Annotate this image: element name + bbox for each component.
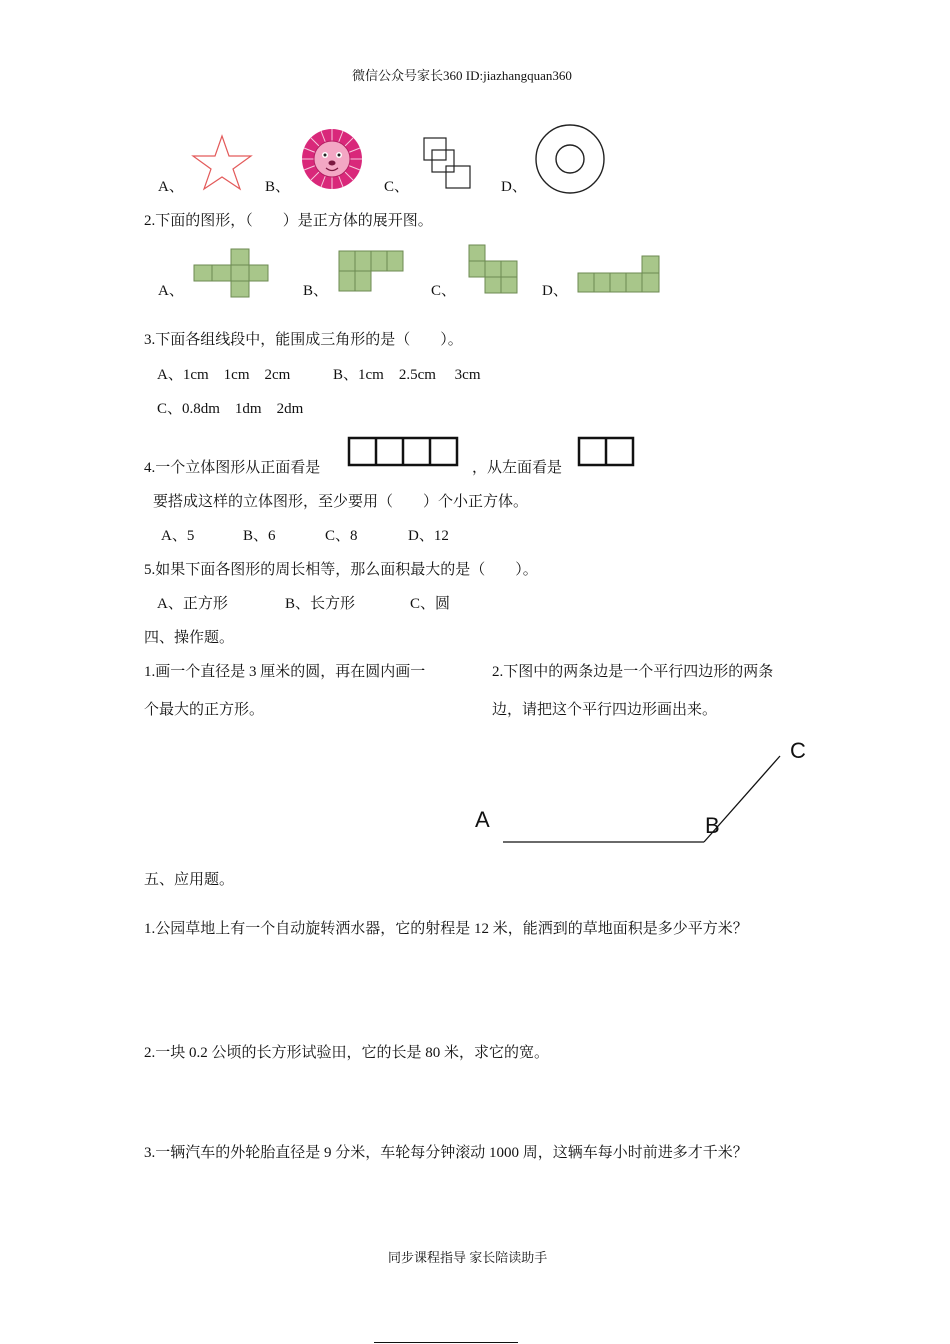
- q5-option-c: C、圆: [410, 596, 451, 612]
- q2-option-c-label: C、: [431, 283, 457, 299]
- overlapping-squares-figure: [420, 136, 474, 192]
- page-footer: 同步课程指导 家长陪读助手: [388, 1250, 548, 1265]
- q4-option-c: C、8: [325, 528, 358, 544]
- point-b-label: B: [705, 813, 720, 838]
- star-figure: [190, 133, 254, 191]
- q5-option-b: B、长方形: [285, 596, 356, 612]
- q3-stem: 3.下面各组线段中，能围成三角形的是（ ）。: [144, 332, 463, 348]
- section5-q3: 3.一辆汽车的外轮胎直径是 9 分米，车轮每分钟滚动 1000 周，这辆车每小时前进多才千米？: [144, 1145, 748, 1161]
- lion-face-figure: [301, 128, 363, 190]
- section4-q1-line1: 1.画一个直径是 3 厘米的圆，再在圆内画一: [144, 664, 426, 680]
- q3-option-c: C、0.8dm 1dm 2dm: [157, 401, 304, 417]
- point-c-label: C: [790, 738, 806, 763]
- section5-q1: 1.公园草地上有一个自动旋转洒水器，它的射程是 12 米，能洒到的草地面积是多少平方米？: [144, 921, 748, 937]
- parallelogram-sides-figure: [470, 736, 820, 851]
- cube-net-a: [193, 248, 271, 298]
- section5-q2: 2.一块 0.2 公顷的长方形试验田，它的长是 80 米，求它的宽。: [144, 1045, 550, 1061]
- section4-q2-line1: 2.下图中的两条边是一个平行四边形的两条: [492, 664, 774, 680]
- q5-stem: 5.如果下面各图形的周长相等，那么面积最大的是（ ）。: [144, 562, 538, 578]
- cube-net-c: [467, 244, 519, 296]
- left-view-figure: [577, 436, 635, 468]
- concentric-circles-figure: [534, 123, 606, 195]
- q4-stem-front: 4.一个立体图形从正面看是: [144, 460, 321, 476]
- q4-stem-left: ，从左面看是: [472, 460, 563, 476]
- q1-option-b-label: B、: [265, 179, 291, 195]
- q4-option-d: D、12: [408, 528, 449, 544]
- front-view-figure: [347, 436, 459, 468]
- page-header: 微信公众号家长360 ID:jiazhangquan360: [352, 68, 572, 83]
- q1-option-a-label: A、: [158, 179, 184, 195]
- footer-rule: [374, 1342, 518, 1343]
- q2-stem: 2.下面的图形，（ ）是正方体的展开图。: [144, 213, 433, 229]
- q3-option-b: B、1cm 2.5cm 3cm: [333, 367, 481, 383]
- q5-option-a: A、正方形: [157, 596, 228, 612]
- q4-option-a: A、5: [161, 528, 195, 544]
- cube-net-d: [577, 254, 661, 294]
- cube-net-b: [338, 250, 406, 294]
- q4-stem-line2: 要搭成这样的立体图形，至少要用（ ）个小正方体。: [153, 494, 529, 510]
- q1-option-c-label: C、: [384, 179, 410, 195]
- q2-option-d-label: D、: [542, 283, 568, 299]
- section4-q2-line2: 边，请把这个平行四边形画出来。: [492, 702, 718, 718]
- q2-option-b-label: B、: [303, 283, 329, 299]
- q1-option-d-label: D、: [501, 179, 527, 195]
- q2-option-a-label: A、: [158, 283, 184, 299]
- section4-title: 四、操作题。: [144, 630, 235, 646]
- section5-title: 五、应用题。: [144, 872, 235, 888]
- point-a-label: A: [475, 807, 490, 832]
- q3-option-a: A、1cm 1cm 2cm: [157, 367, 291, 383]
- section4-q1-line2: 个最大的正方形。: [144, 702, 265, 718]
- q4-option-b: B、6: [243, 528, 276, 544]
